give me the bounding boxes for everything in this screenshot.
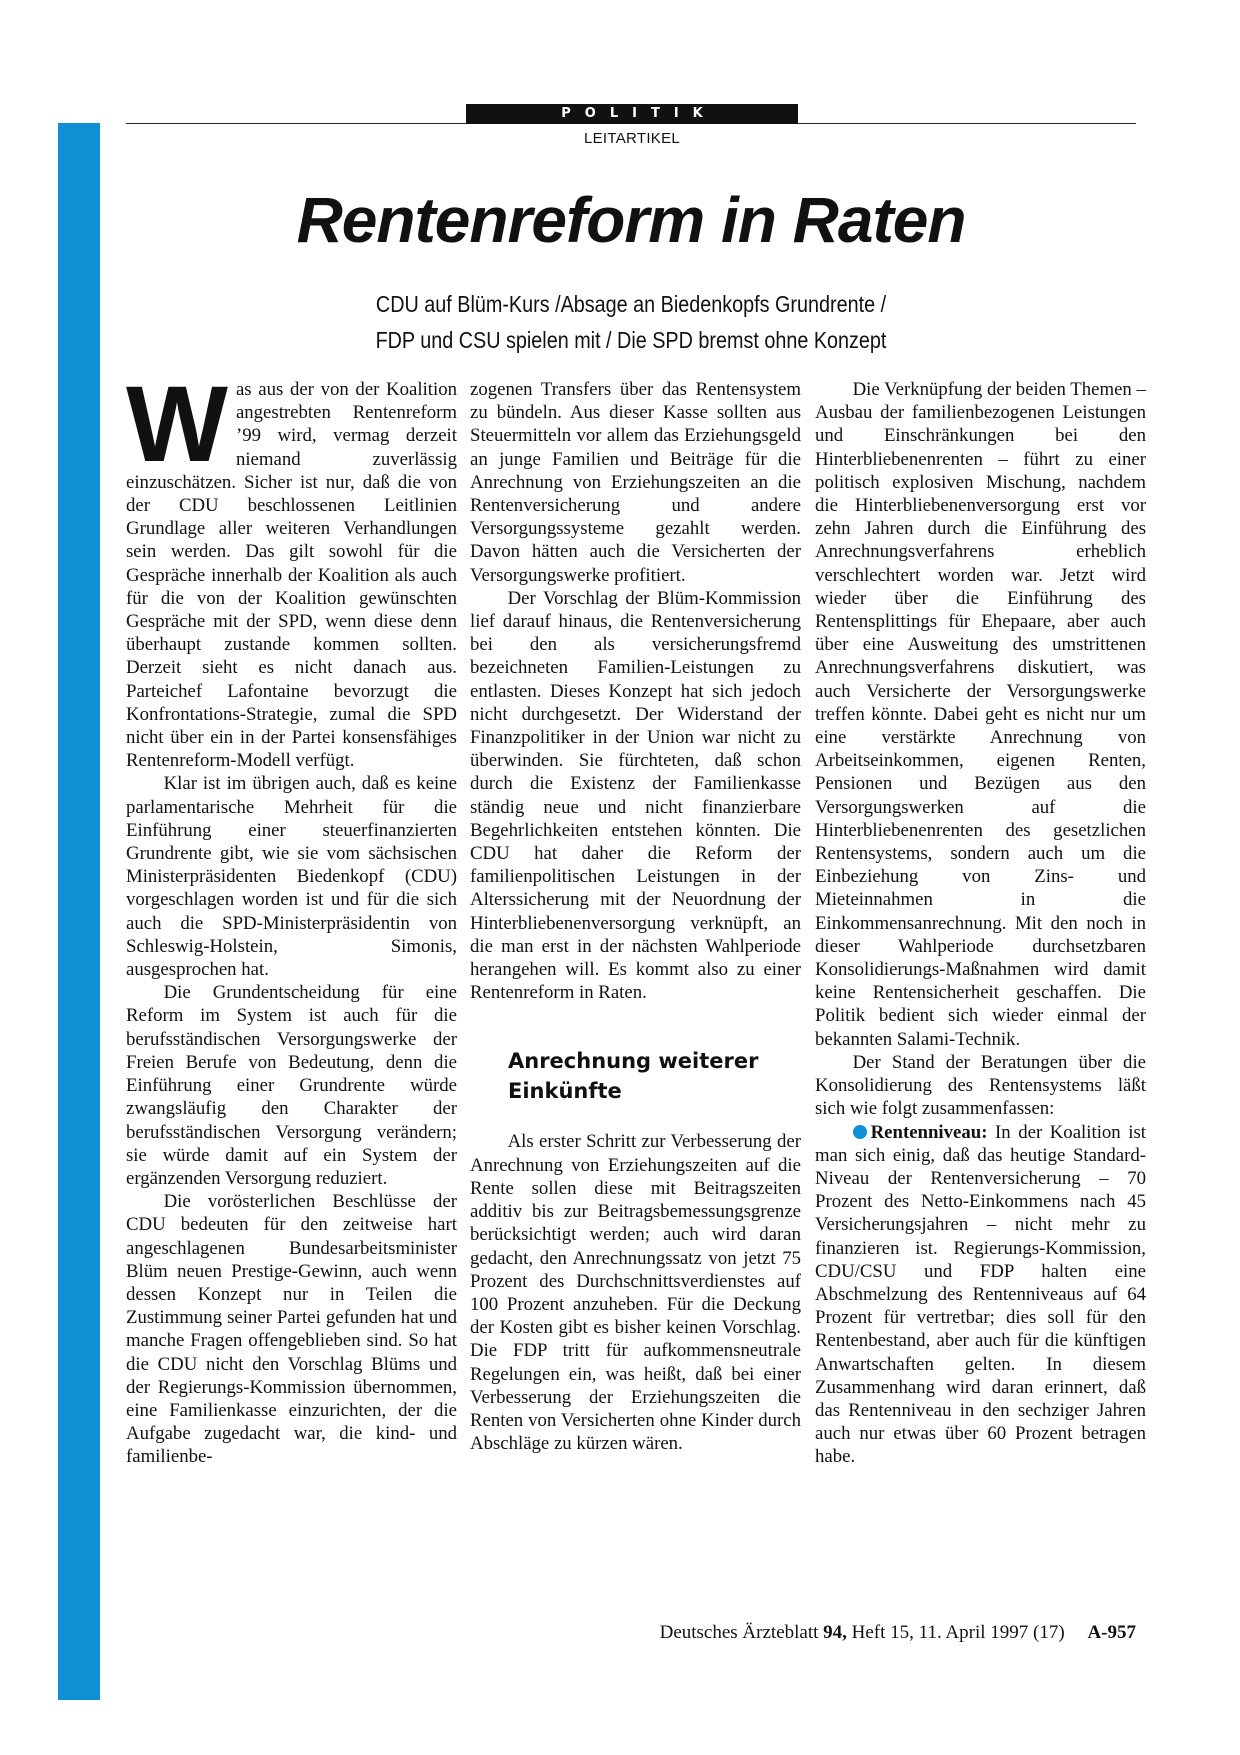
paragraph: Die vorösterlichen Beschlüsse der CDU bedeuten für den zeitweise hart angeschlagenen Bundesarbeitsminister Blüm neuen Prestige-Gewinn, auch wenn dessen Konzept nur in Teilen die Zustimmung seiner Partei gefunden hat und manche Fragen offengeblieben sind. So hat die CDU nicht den Vorschlag Blüms und der Regierungs-Kommission übernommen, eine Familienkasse einzurichten, der die Aufgabe zugedacht war, die kind- und familienbe- [126, 1191, 457, 1468]
text-column-2 [470, 378, 801, 1455]
deck-line: FDP und CSU spielen mit / Die SPD bremst ohne Konzept [375, 327, 887, 353]
issue-info: Heft 15, 11. April 1997 (17) [851, 1622, 1065, 1643]
page-footer [660, 1622, 1136, 1644]
journal-volume: 94, [823, 1622, 847, 1643]
paragraph: Der Vorschlag der Blüm-Kommission lief darauf hinaus, die Rentenversicherung bei den als versicherungsfremd bezeichneten Familien-Leistungen zu entlasten. Dieses Konzept hat sich jedoch nicht durchgesetzt. Der Widerstand der Finanzpolitiker in der Union war nicht zu überwinden. Sie fürchteten, daß schon durch die Existenz der Familienkasse ständig neue und nicht finanzierbare Begehrlichkeiten entstehen könnten. Die CDU hat daher die Reform der familienpolitischen Leistungen in der Alterssicherung mit der Neuordnung der Hinterbliebenenversorgung verknüpft, an die man erst in der nächsten Wahlperiode herangehen will. Es kommt also zu einer Rentenreform in Raten. [470, 587, 801, 1004]
text-column-1 [126, 363, 457, 1469]
drop-cap: W [126, 363, 228, 484]
page-number: A-957 [1087, 1622, 1136, 1643]
deck-line: CDU auf Blüm-Kurs /Absage an Biedenkopfs Grundrente / [375, 291, 887, 317]
paragraph: Was aus der von der Koalition angestrebten Rentenreform ’99 wird, vermag derzeit niemand zuverlässig einzuschätzen. Sicher ist nur, daß die von der CDU beschlossenen Leitlinien Grundlage aller weiteren Verhandlungen sein werden. Das gilt sowohl für die Gespräche innerhalb der Koalition als auch für die von der Koalition gewünschten Gespräche mit der SPD, wenn diese denn überhaupt zustande kommen sollten. Derzeit sieht es nicht danach aus. Parteichef Lafontaine bevorzugt die Konfrontations-Strategie, zumal die SPD nicht über ein in der Partei konsensfähiges Rentenreform-Modell verfügt. [126, 363, 457, 772]
side-accent-bar [58, 123, 100, 1700]
section-subhead: Anrechnung weiterer Einkünfte [508, 1049, 759, 1104]
bullet-label: Rentenniveau: [870, 1121, 988, 1143]
subsection-tag: LEITARTIKEL [583, 130, 681, 147]
bullet-paragraph: Rentenniveau: In der Koalition ist man sich einig, daß das heutige Standard-Niveau der Rentenversicherung – 70 Prozent des Netto-Einkommens nach 45 Versicherungsjahren – nicht mehr zu finanzieren ist. Regierungs-Kommission, CDU/CSU und FDP halten eine Abschmelzung des Rentenniveaus auf 64 Prozent für vertretbar; dies soll für den Rentenbestand, aber auch für die künftigen Anwartschaften gelten. In diesem Zusammenhang wird daran erinnert, daß das Rentenniveau in den sechziger Jahren auch nur etwas über 60 Prozent betragen habe. [815, 1121, 1146, 1468]
section-tag: POLITIK [466, 104, 798, 124]
paragraph: Als erster Schritt zur Verbesserung der Anrechnung von Erziehungszeiten auf die Rente sollen diese mit Beitragszeiten additiv bis zur Beitragsbemessungsgrenze berücksichtigt werden; auch wird daran gedacht, den Anrechnungssatz von jetzt 75 Prozent des Durchschnittsverdienstes auf 100 Prozent anzuheben. Für die Deckung der Kosten gibt es bisher keinen Vorschlag. Die FDP tritt für aufkommensneutrale Regelungen ein, was heißt, daß bei einer Verbesserung der Erziehungszeiten die Renten von Versicherten ohne Kinder durch Abschläge zu kürzen wären. [470, 1131, 801, 1455]
bullet-dot-icon [853, 1125, 867, 1139]
journal-name: Deutsches Ärzteblatt [659, 1622, 819, 1643]
paragraph: Die Verknüpfung der beiden Themen – Ausbau der familienbezogenen Leistungen und Einschränkungen bei den Hinterbliebenenrenten – führt zu einer politisch explosiven Mischung, nachdem die Hinterbliebenenversorgung erst vor zehn Jahren durch die Einführung des Anrechnungsverfahrens erheblich verschlechtert worden war. Jetzt wird wieder über die Einführung des Rentensplittings für Ehepaare, aber auch über eine Ausweitung des umstrittenen Anrechnungsverfahrens diskutiert, was auch Versicherte der Versorgungswerke treffen könnte. Dabei geht es nicht nur um eine verstärkte Anrechnung von Arbeitseinkommen, eigenen Renten, Pensionen und Bezügen aus den Versorgungswerken auf die Hinterbliebenenrenten des gesetzlichen Rentensystems, sondern auch um die Einbeziehung von Zins- und Mieteinnahmen in die Einkommensanrechnung. Mit den noch in dieser Wahlperiode durchsetzbaren Konsolidierungs-Maßnahmen wird damit keine Rentensicherheit geschaffen. Die Politik bedient sich wieder einmal der bekannten Salami-Technik. [815, 379, 1146, 1050]
paragraph: Klar ist im übrigen auch, daß es keine parlamentarische Mehrheit für die Einführung einer steuerfinanzierten Grundrente gibt, wie sie vom sächsischen Ministerpräsidenten Biedenkopf (CDU) vorgeschlagen worden ist und für die sich auch die SPD-Ministerpräsidentin von Schleswig-Holstein, Simonis, ausgesprochen hat. [126, 773, 457, 981]
paragraph: Der Stand der Beratungen über die Konsolidierung des Rentensystems läßt sich wie folgt zusammenfassen: [815, 1051, 1146, 1120]
article-deck [197, 286, 1066, 358]
paragraph: zogenen Transfers über das Rentensystem zu bündeln. Aus dieser Kasse sollten aus Steuermitteln vor allem das Erziehungsgeld an junge Familien und Beiträge für die Anrechnung von Erziehungszeiten an die Rentenversicherung und andere Versorgungssysteme gezahlt werden. Davon hätten auch die Versicherten der Versorgungswerke profitiert. [470, 379, 801, 586]
paragraph: Die Grundentscheidung für eine Reform im System ist auch für die berufsständischen Versorgungswerke der Freien Berufe von Bedeutung, denn die Einführung einer Grundrente würde zwangsläufig den Charakter der berufsständischen Versorgung verändern; sie würde damit auf ein System der ergänzenden Versorgung reduziert. [126, 982, 457, 1189]
article-title: Rentenreform in Raten [296, 184, 966, 256]
text-column-3 [815, 378, 1146, 1469]
